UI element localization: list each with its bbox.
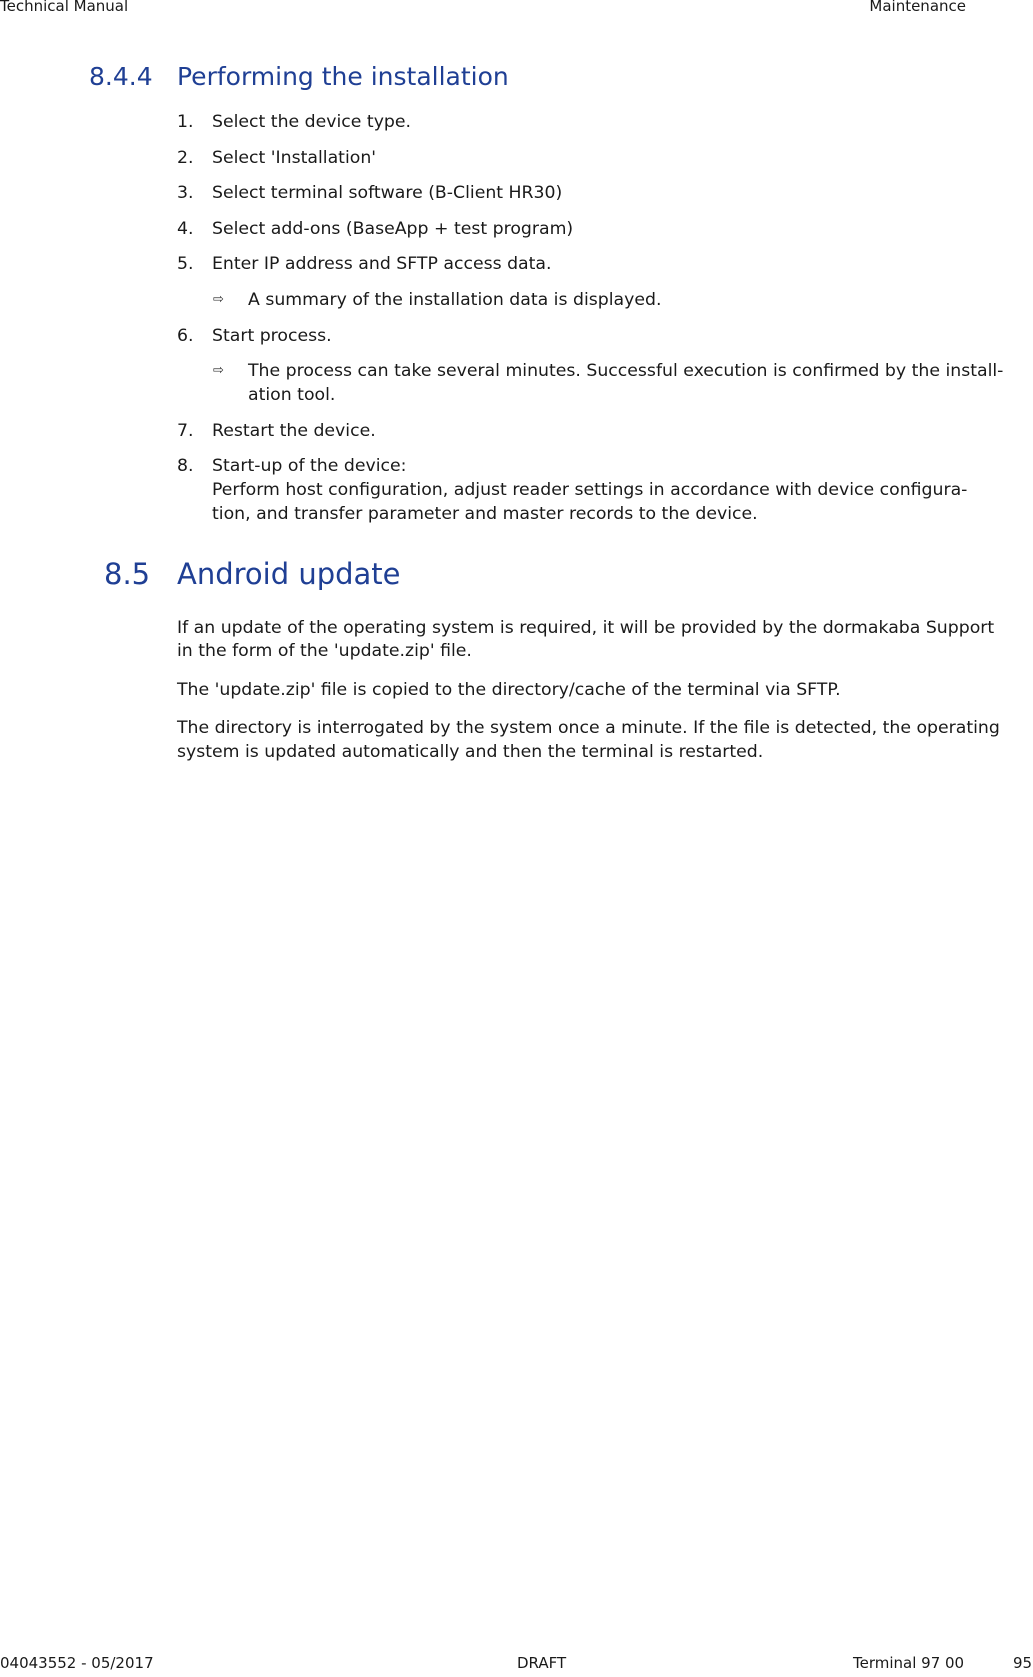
step-text-continued: Perform host configuration, adjust reader settings in accordance with device configura- [212, 480, 968, 500]
paragraph-continued: in the form of the 'update.zip' file. [177, 641, 472, 661]
step-text: Select terminal software (B-Client HR30) [212, 183, 563, 203]
step-number: 4. [177, 219, 194, 239]
step-text: Select 'Installation' [212, 148, 377, 168]
paragraph: If an update of the operating system is required, it will be provided by the dormakaba Support [177, 618, 995, 638]
step-number: 1. [177, 112, 194, 132]
result-arrow-icon: ⇨ [213, 363, 224, 378]
step-number: 8. [177, 456, 194, 476]
step-text: Select the device type. [212, 112, 412, 132]
step-text: Restart the device. [212, 421, 376, 441]
footer-doc-number: 04043552 - 05/2017 [0, 1654, 154, 1672]
step-text: Start-up of the device: [212, 456, 407, 476]
step-result: A summary of the installation data is displayed. [248, 290, 662, 310]
step-number: 3. [177, 183, 194, 203]
section-title: Performing the installation [177, 62, 509, 91]
footer-page-number: 95 [1013, 1654, 1033, 1672]
step-number: 5. [177, 254, 194, 274]
paragraph: The 'update.zip' file is copied to the directory/cache of the terminal via SFTP. [177, 680, 841, 700]
footer-product: Terminal 97 00 [853, 1654, 965, 1672]
section-number: 8.4.4 [89, 62, 153, 91]
footer-status: DRAFT [517, 1654, 567, 1672]
step-result: The process can take several minutes. Successful execution is confirmed by the install- [248, 361, 1004, 381]
paragraph-continued: system is updated automatically and then the terminal is restarted. [177, 742, 764, 762]
step-text: Enter IP address and SFTP access data. [212, 254, 552, 274]
step-text-continued: tion, and transfer parameter and master records to the device. [212, 504, 758, 524]
header-right: Maintenance [869, 0, 966, 15]
paragraph: The directory is interrogated by the system once a minute. If the file is detected, the operating [177, 718, 1000, 738]
step-number: 2. [177, 148, 194, 168]
step-number: 7. [177, 421, 194, 441]
step-result-continued: ation tool. [248, 385, 336, 405]
step-number: 6. [177, 326, 194, 346]
header-left: Technical Manual [0, 0, 129, 15]
section-number: 8.5 [104, 557, 151, 591]
step-text: Start process. [212, 326, 332, 346]
section-title: Android update [177, 557, 401, 591]
step-text: Select add-ons (BaseApp + test program) [212, 219, 574, 239]
result-arrow-icon: ⇨ [213, 292, 224, 307]
